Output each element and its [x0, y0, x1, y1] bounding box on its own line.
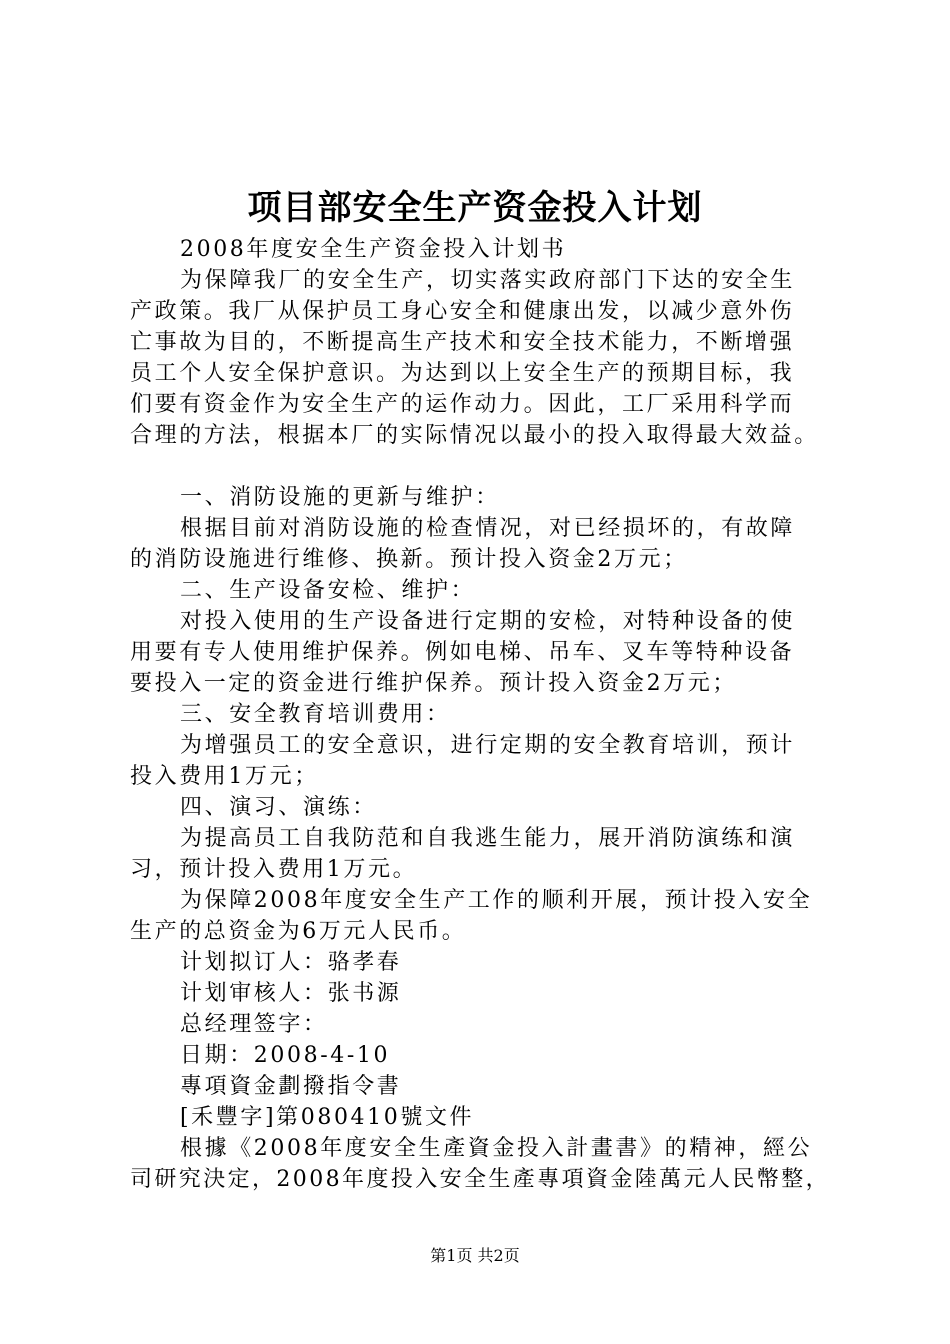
paragraph-line: 合理的方法，根据本厂的实际情况以最小的投入取得最大效益。 [130, 423, 819, 448]
planner-line: 计划拟订人：骆孝春 [180, 950, 402, 975]
document-title: 项目部安全生产资金投入计划 [247, 188, 703, 228]
paragraph-line: 生产的总资金为6万元人民币。 [130, 919, 467, 944]
page-footer: 第1页 共2页 [430, 1246, 520, 1265]
paragraph-line: 用要有专人使用维护保养。例如电梯、吊车、叉车等特种设备 [130, 640, 795, 665]
document-number: [禾豐字]第080410號文件 [180, 1105, 475, 1130]
paragraph-line: 为提高员工自我防范和自我逃生能力，展开消防演练和演 [180, 826, 796, 851]
paragraph-line: 司研究決定，2008年度投入安全生產專項資金陸萬元人民幣整， [130, 1167, 830, 1192]
section-heading: 三、安全教育培训费用： [180, 702, 451, 727]
section-heading: 二、生产设备安检、维护： [180, 578, 476, 603]
paragraph-line: 为增强员工的安全意识，进行定期的安全教育培训，预计 [180, 733, 796, 758]
document-body [130, 234, 830, 1195]
section-heading: 一、消防设施的更新与维护： [180, 485, 500, 510]
blank-line [130, 451, 830, 482]
paragraph-line: 根據《2008年度安全生產資金投入計畫書》的精神，經公 [180, 1136, 813, 1161]
paragraph-line: 们要有资金作为安全生产的运作动力。因此，工厂采用科学而 [130, 392, 795, 417]
subtitle-line: 2008年度安全生产资金投入计划书 [180, 237, 567, 262]
reviewer-line: 计划审核人：张书源 [180, 981, 402, 1006]
paragraph-line: 产政策。我厂从保护员工身心安全和健康出发，以减少意外伤 [130, 299, 795, 324]
paragraph-line: 投入费用1万元； [130, 764, 319, 789]
date-line: 日期：2008-4-10 [180, 1043, 391, 1068]
paragraph-line: 根据目前对消防设施的检查情况，对已经损坏的，有故障 [180, 516, 796, 541]
paragraph-line: 习，预计投入费用1万元。 [130, 857, 418, 882]
signature-line: 总经理签字： [180, 1012, 328, 1037]
directive-title: 專項資金劃撥指令書 [180, 1074, 402, 1099]
paragraph-line: 为保障2008年度安全生产工作的顺利开展，预计投入安全 [180, 888, 813, 913]
paragraph-line: 的消防设施进行维修、换新。预计投入资金2万元； [130, 547, 688, 572]
section-heading: 四、演习、演练： [180, 795, 377, 820]
paragraph-line: 员工个人安全保护意识。为达到以上安全生产的预期目标，我 [130, 361, 795, 386]
paragraph-line: 要投入一定的资金进行维护保养。预计投入资金2万元； [130, 671, 737, 696]
paragraph-line: 亡事故为目的，不断提高生产技术和安全技术能力，不断增强 [130, 330, 795, 355]
paragraph-line: 为保障我厂的安全生产，切实落实政府部门下达的安全生 [180, 268, 796, 293]
paragraph-line: 对投入使用的生产设备进行定期的安检，对特种设备的使 [180, 609, 796, 634]
